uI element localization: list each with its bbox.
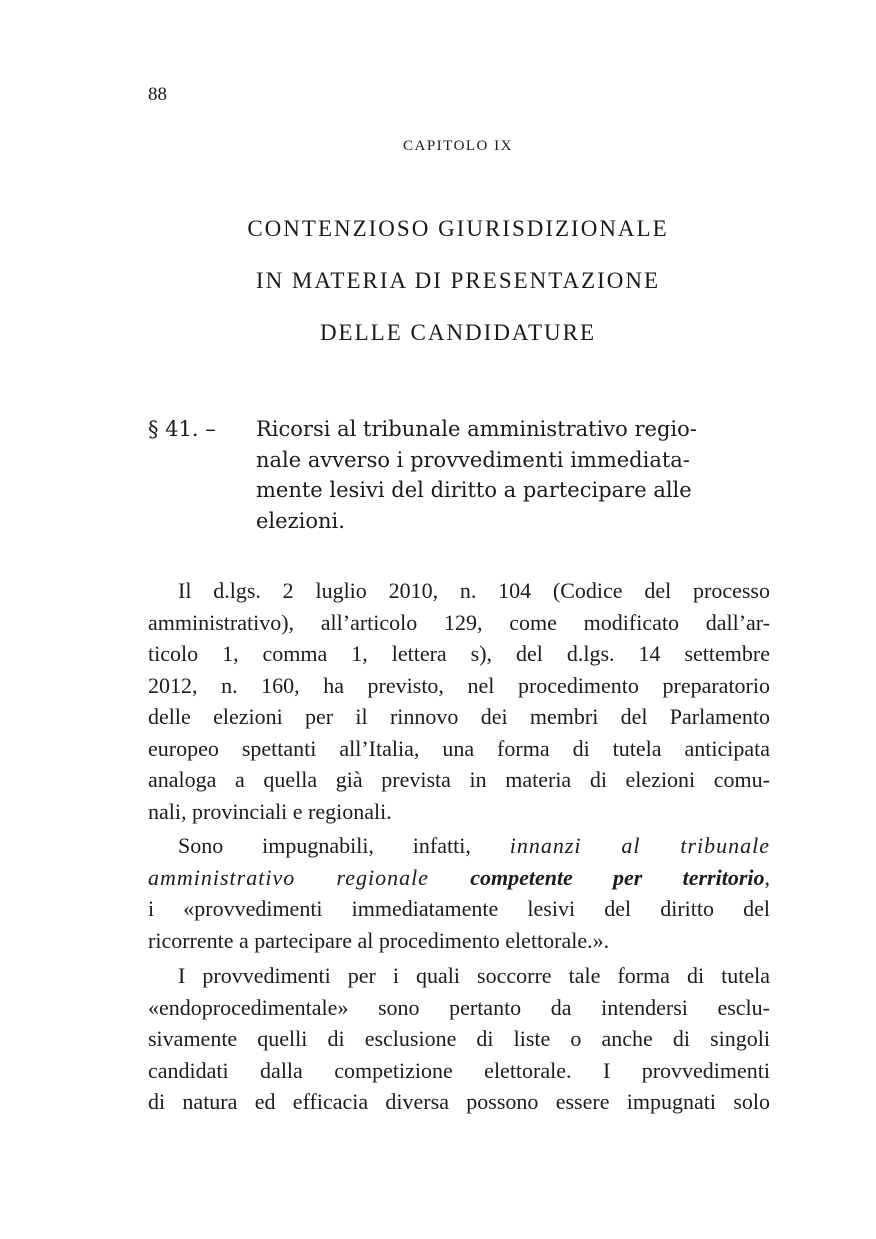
paragraph-line: amministrativo), all’articolo 129, come modificato dall’ar- <box>148 609 770 635</box>
paragraph-line: nali, provinciali e regionali. <box>148 798 392 824</box>
emphasis-text: innanzi al tribunale <box>509 833 770 858</box>
strong-emphasis-text: competente per territorio <box>470 864 765 890</box>
chapter-title-line: CONTENZIOSO GIURISDIZIONALE <box>247 216 669 241</box>
paragraph-line: ricorrente a partecipare al procedimento elettorale.». <box>148 927 610 953</box>
section-heading-line: elezioni. <box>256 508 345 533</box>
paragraph-line <box>148 862 770 894</box>
section-number: § 41. – <box>148 417 216 441</box>
paragraph-line: di natura ed efficacia diversa possono essere impugnati solo <box>148 1089 770 1114</box>
section-heading <box>256 414 773 536</box>
paragraph-line: analoga a quella già prevista in materia di elezioni comu- <box>148 767 770 792</box>
paragraph-line <box>148 830 770 862</box>
paragraph-2 <box>148 830 770 956</box>
paragraph-line: sivamente quelli di esclusione di liste o anche di singoli <box>148 1026 770 1051</box>
paragraph-line: europeo spettanti all’Italia, una forma di tutela anticipata <box>148 735 770 761</box>
page-number: 88 <box>148 84 167 105</box>
paragraph-3 <box>148 960 770 1118</box>
paragraph-1 <box>148 575 770 827</box>
paragraph-line: 2012, n. 160, ha previsto, nel procedimento preparatorio <box>148 672 770 698</box>
section-heading-block <box>148 414 773 536</box>
chapter-title <box>0 203 876 359</box>
paragraph-text: , <box>764 864 770 890</box>
emphasis-text: amministrativo regionale <box>148 864 471 890</box>
paragraph-line: I provvedimenti per i quali soccorre tale forma di tutela <box>178 963 770 988</box>
paragraph-line: «endoprocedimentale» sono pertanto da intendersi esclu- <box>148 994 770 1020</box>
chapter-title-line: DELLE CANDIDATURE <box>319 320 597 345</box>
paragraph-line: Il d.lgs. 2 luglio 2010, n. 104 (Codice del processo <box>178 578 770 603</box>
section-heading-line: nale avverso i provvedimenti immediata- <box>256 447 690 472</box>
paragraph-line: i «provvedimenti immediatamente lesivi del diritto del <box>148 896 770 921</box>
section-heading-line: mente lesivi del diritto a partecipare alle <box>256 478 692 502</box>
section-heading-line: Ricorsi al tribunale amministrativo regio- <box>256 417 697 441</box>
paragraph-line: candidati dalla competizione elettorale. I provvedimenti <box>148 1057 770 1083</box>
paragraph-line: ticolo 1, comma 1, lettera s), del d.lgs. 14 settembre <box>148 641 770 666</box>
chapter-label: CAPITOLO IX <box>403 138 513 154</box>
chapter-title-line: IN MATERIA DI PRESENTAZIONE <box>255 268 661 293</box>
paragraph-text: Sono impugnabili, infatti, <box>178 833 510 858</box>
paragraph-line: delle elezioni per il rinnovo dei membri del Parlamento <box>148 704 770 729</box>
